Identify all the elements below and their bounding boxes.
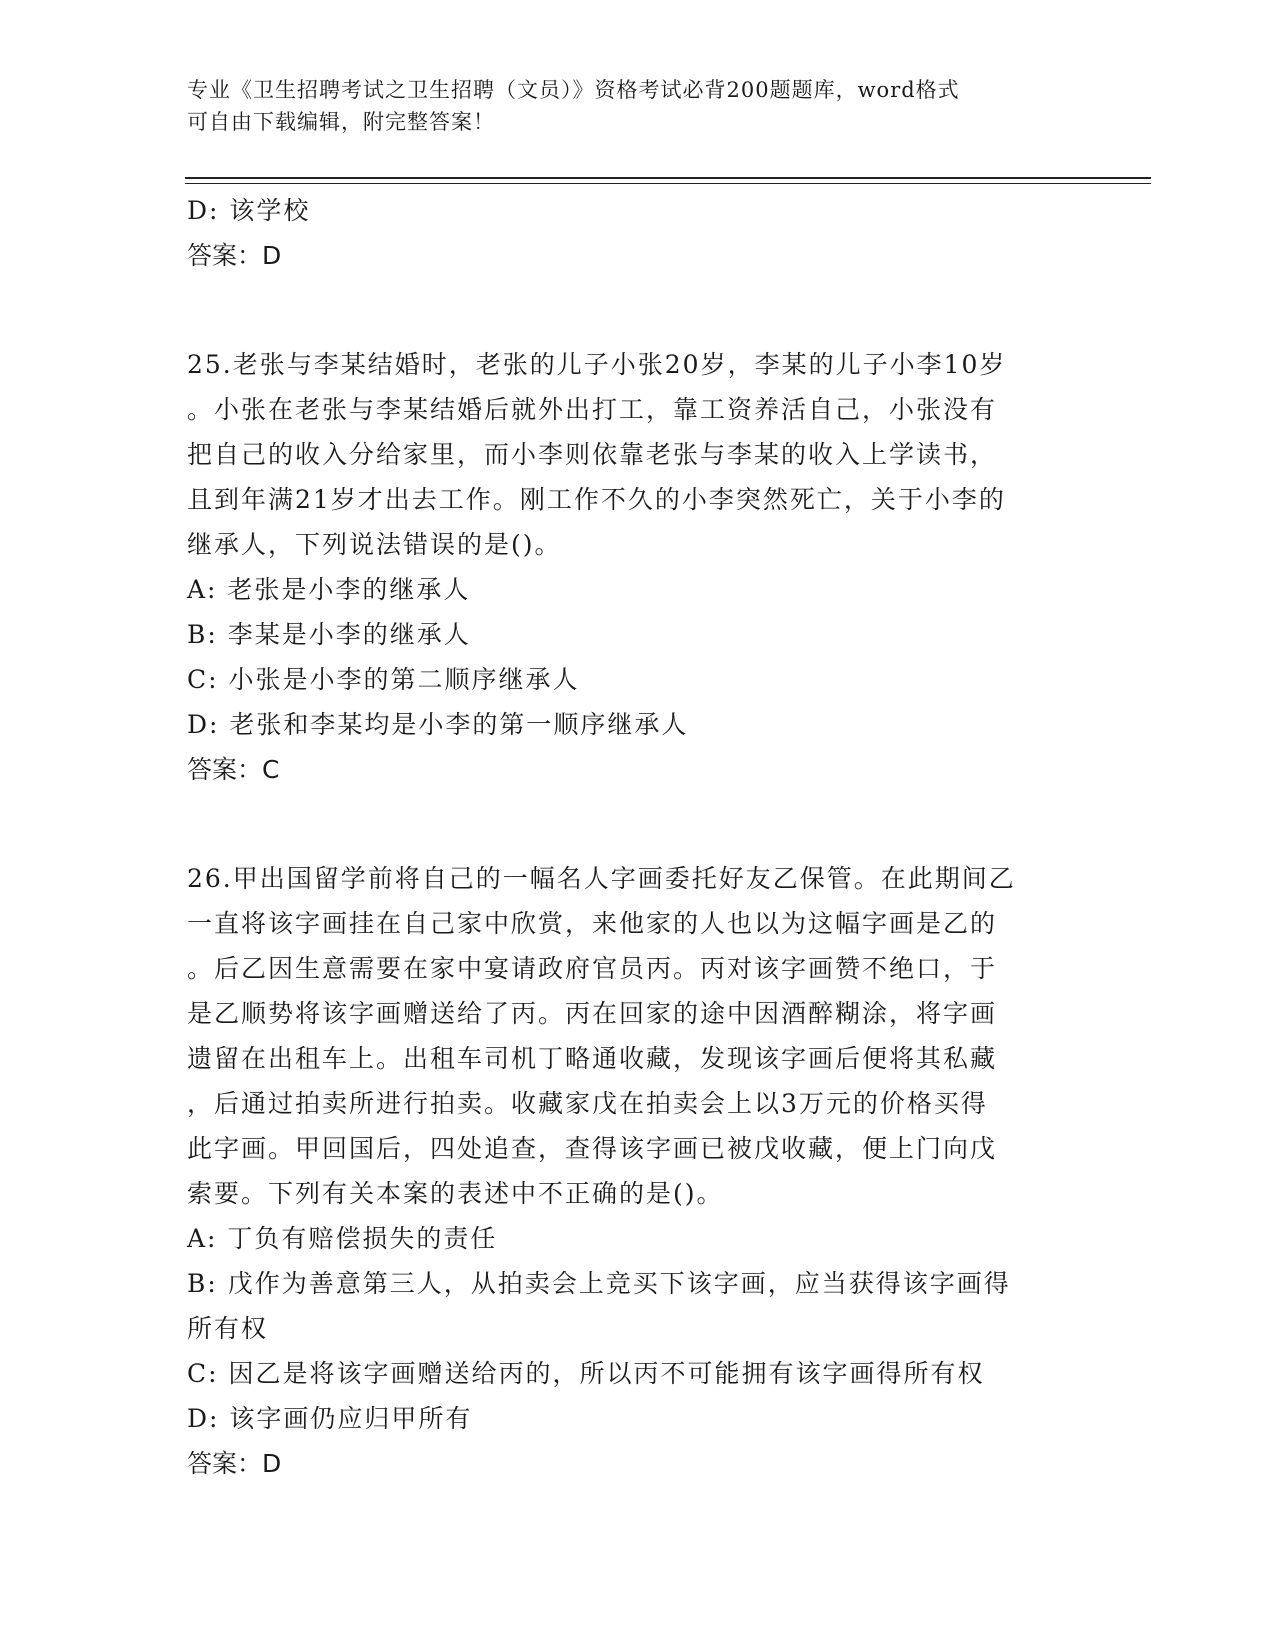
- prev-option-d: D: 该学校: [187, 196, 311, 225]
- header-line-1: 专业《卫生招聘考试之卫生招聘（文员）》资格考试必背200题题库，word格式: [187, 78, 960, 102]
- page-header: [187, 74, 1067, 138]
- question-25-option-a: A: 老张是小李的继承人: [187, 575, 471, 604]
- question-26-line: ，后通过拍卖所进行拍卖。收藏家戊在拍卖会上以3万元的价格买得: [187, 1089, 988, 1118]
- question-25-line: 25.老张与李某结婚时，老张的儿子小张20岁，李某的儿子小李10岁: [187, 350, 1007, 379]
- question-26-option-d: D: 该字画仍应归甲所有: [187, 1404, 473, 1433]
- prev-answer: 答案：D: [187, 241, 282, 270]
- question-25: [187, 342, 1087, 792]
- document-body: [187, 188, 1087, 1486]
- question-26-line: 是乙顺势将该字画赠送给了丙。丙在回家的途中因酒醉糊涂，将字画: [187, 999, 998, 1028]
- question-26: [187, 856, 1087, 1486]
- question-25-option-b: B: 李某是小李的继承人: [187, 620, 471, 649]
- question-25-line: 。小张在老张与李某结婚后就外出打工，靠工资养活自己，小张没有: [187, 395, 998, 424]
- question-26-line: 索要。下列有关本案的表述中不正确的是()。: [187, 1179, 724, 1208]
- spacer: [187, 792, 1087, 856]
- question-25-line: 继承人，下列说法错误的是()。: [187, 530, 562, 559]
- question-26-option-b: B: 戊作为善意第三人，从拍卖会上竞买下该字画，应当获得该字画得: [187, 1269, 1011, 1298]
- question-26-line: 26.甲出国留学前将自己的一幅名人字画委托好友乙保管。在此期间乙: [187, 864, 1016, 893]
- question-25-option-c: C: 小张是小李的第二顺序继承人: [187, 665, 580, 694]
- spacer: [187, 278, 1087, 342]
- question-25-line: 且到年满21岁才出去工作。刚工作不久的小李突然死亡，关于小李的: [187, 485, 1006, 514]
- header-rule-thick: [185, 177, 1151, 179]
- question-25-line: 把自己的收入分给家里，而小李则依靠老张与李某的收入上学读书，: [187, 440, 998, 469]
- question-26-option-b-cont: 所有权: [187, 1314, 269, 1343]
- question-26-option-a: A: 丁负有赔偿损失的责任: [187, 1224, 498, 1253]
- header-rule-thin: [185, 183, 1151, 184]
- question-26-line: 遗留在出租车上。出租车司机丁略通收藏，发现该字画后便将其私藏: [187, 1044, 998, 1073]
- question-25-option-d: D: 老张和李某均是小李的第一顺序继承人: [187, 710, 689, 739]
- question-26-line: 。后乙因生意需要在家中宴请政府官员丙。丙对该字画赞不绝口，于: [187, 954, 998, 983]
- header-line-2: 可自由下载编辑，附完整答案！: [187, 110, 495, 134]
- question-26-line: 一直将该字画挂在自己家中欣赏，来他家的人也以为这幅字画是乙的: [187, 909, 998, 938]
- question-26-option-c: C: 因乙是将该字画赠送给丙的，所以丙不可能拥有该字画得所有权: [187, 1359, 985, 1388]
- question-26-answer: 答案：D: [187, 1449, 282, 1478]
- question-26-line: 此字画。甲回国后，四处追查，查得该字画已被戊收藏，便上门向戊: [187, 1134, 998, 1163]
- question-25-answer: 答案：C: [187, 755, 280, 784]
